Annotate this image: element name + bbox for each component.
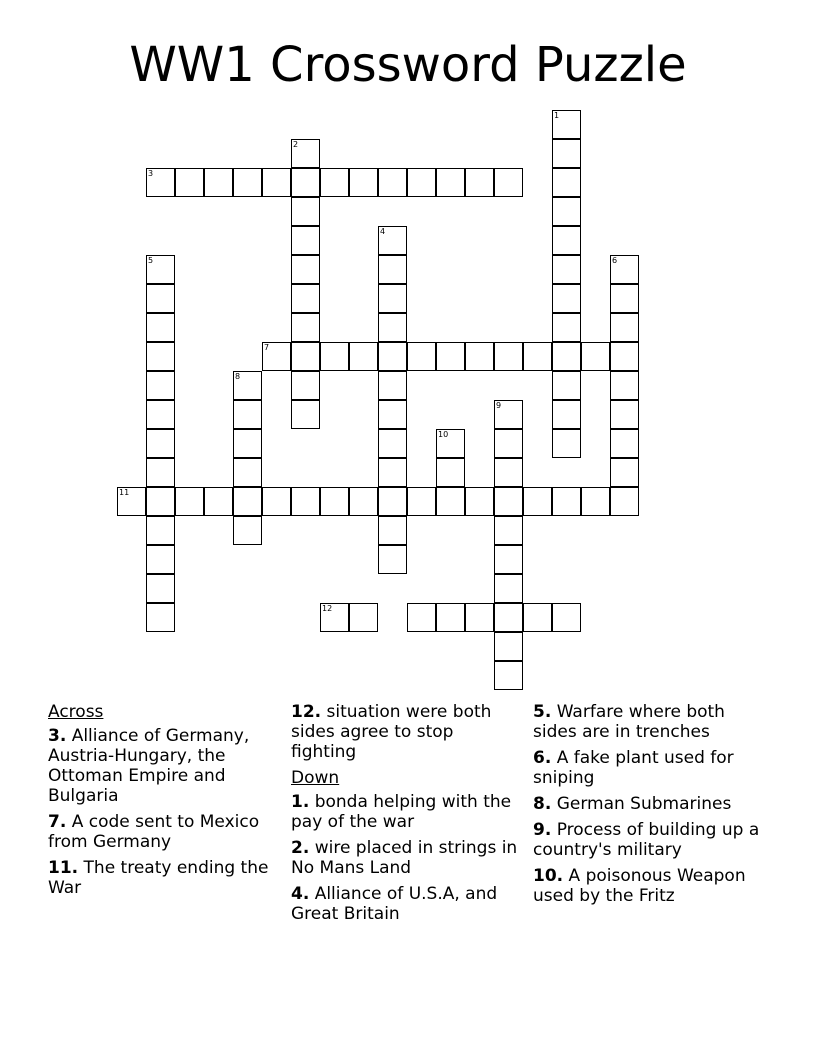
grid-cell[interactable] <box>494 545 523 574</box>
grid-cell[interactable] <box>407 168 436 197</box>
grid-cell[interactable] <box>233 487 262 516</box>
clue-number: 11. <box>48 858 79 878</box>
grid-cell[interactable] <box>291 400 320 429</box>
grid-cell[interactable] <box>436 603 465 632</box>
grid-cell[interactable] <box>552 313 581 342</box>
grid-cell[interactable] <box>291 226 320 255</box>
grid-cell[interactable] <box>233 458 262 487</box>
grid-cell[interactable] <box>610 342 639 371</box>
clue-number: 9. <box>533 820 552 840</box>
clue-text: A poisonous Weapon used by the Fritz <box>533 866 746 906</box>
down-clue <box>533 820 763 860</box>
grid-cell[interactable] <box>378 545 407 574</box>
grid-cell[interactable] <box>378 458 407 487</box>
grid-cell[interactable] <box>378 342 407 371</box>
grid-cell[interactable] <box>146 313 175 342</box>
grid-cell[interactable] <box>552 110 581 139</box>
grid-cell[interactable] <box>378 168 407 197</box>
across-clue <box>291 702 519 762</box>
grid-cell[interactable] <box>465 168 494 197</box>
clues-column-3 <box>533 702 763 912</box>
down-clue <box>291 884 519 924</box>
cell-number: 10 <box>438 430 449 439</box>
grid-cell[interactable] <box>610 429 639 458</box>
grid-cell[interactable] <box>378 371 407 400</box>
grid-cell[interactable] <box>523 487 552 516</box>
clue-number: 7. <box>48 812 67 832</box>
grid-cell[interactable] <box>436 168 465 197</box>
down-clue <box>533 866 763 906</box>
grid-cell[interactable] <box>349 603 378 632</box>
clue-text: German Submarines <box>556 794 732 814</box>
grid-cell[interactable] <box>320 603 349 632</box>
clue-text: wire placed in strings in No Mans Land <box>291 838 518 878</box>
grid-cell[interactable] <box>349 487 378 516</box>
grid-cell[interactable] <box>552 284 581 313</box>
grid-cell[interactable] <box>291 284 320 313</box>
clue-number: 10. <box>533 866 564 886</box>
grid-cell[interactable] <box>465 603 494 632</box>
grid-cell[interactable] <box>465 487 494 516</box>
grid-cell[interactable] <box>378 226 407 255</box>
grid-cell[interactable] <box>610 313 639 342</box>
page-title: WW1 Crossword Puzzle <box>129 37 687 93</box>
grid-cell[interactable] <box>233 400 262 429</box>
grid-cell[interactable] <box>378 255 407 284</box>
grid-cell[interactable] <box>349 168 378 197</box>
clue-text: Process of building up a country's military <box>533 820 760 860</box>
grid-cell[interactable] <box>552 371 581 400</box>
grid-cell[interactable] <box>146 574 175 603</box>
grid-cell[interactable] <box>552 603 581 632</box>
grid-cell[interactable] <box>494 342 523 371</box>
grid-cell[interactable] <box>494 632 523 661</box>
grid-cell[interactable] <box>581 342 610 371</box>
clue-number: 1. <box>291 792 310 812</box>
down-clue <box>533 748 763 788</box>
grid-cell[interactable] <box>436 487 465 516</box>
grid-cell[interactable] <box>146 371 175 400</box>
grid-cell[interactable] <box>494 458 523 487</box>
clue-number: 12. <box>291 702 322 722</box>
grid-cell[interactable] <box>320 168 349 197</box>
grid-cell[interactable] <box>233 371 262 400</box>
clue-number: 2. <box>291 838 310 858</box>
clue-text: Alliance of U.S.A, and Great Britain <box>291 884 498 924</box>
across-clue <box>48 858 270 898</box>
clue-text: situation were both sides agree to stop fighting <box>291 702 492 762</box>
grid-cell[interactable] <box>146 545 175 574</box>
grid-cell[interactable] <box>552 429 581 458</box>
clue-text: A code sent to Mexico from Germany <box>48 812 260 852</box>
grid-cell[interactable] <box>407 603 436 632</box>
cell-number: 5 <box>148 256 154 265</box>
grid-cell[interactable] <box>552 168 581 197</box>
grid-cell[interactable] <box>581 487 610 516</box>
grid-cell[interactable] <box>552 400 581 429</box>
cell-number: 7 <box>264 343 270 352</box>
clue-text: Warfare where both sides are in trenches <box>533 702 725 742</box>
grid-cell[interactable] <box>552 342 581 371</box>
grid-cell[interactable] <box>291 139 320 168</box>
grid-cell[interactable] <box>494 400 523 429</box>
grid-cell[interactable] <box>204 168 233 197</box>
grid-cell[interactable] <box>552 487 581 516</box>
cell-number: 3 <box>148 169 154 178</box>
clue-text: Alliance of Germany, Austria-Hungary, the Ottoman Empire and Bulgaria <box>48 726 250 806</box>
grid-cell[interactable] <box>552 255 581 284</box>
grid-cell[interactable] <box>146 255 175 284</box>
grid-cell[interactable] <box>262 487 291 516</box>
clues-column-1 <box>48 702 270 904</box>
grid-cell[interactable] <box>378 284 407 313</box>
grid-cell[interactable] <box>494 603 523 632</box>
down-clue <box>533 794 763 814</box>
grid-cell[interactable] <box>146 516 175 545</box>
grid-cell[interactable] <box>349 342 378 371</box>
grid-cell[interactable] <box>233 168 262 197</box>
grid-cell[interactable] <box>291 313 320 342</box>
grid-cell[interactable] <box>291 371 320 400</box>
grid-cell[interactable] <box>378 429 407 458</box>
clue-text: A fake plant used for sniping <box>533 748 734 788</box>
clue-text: bonda helping with the pay of the war <box>291 792 512 832</box>
across-clue <box>48 726 270 806</box>
grid-cell[interactable] <box>320 342 349 371</box>
grid-cell[interactable] <box>146 487 175 516</box>
grid-cell[interactable] <box>494 168 523 197</box>
grid-cell[interactable] <box>494 487 523 516</box>
grid-cell[interactable] <box>610 255 639 284</box>
grid-cell[interactable] <box>146 400 175 429</box>
grid-cell[interactable] <box>146 168 175 197</box>
across-heading: Across <box>48 702 104 722</box>
grid-cell[interactable] <box>552 226 581 255</box>
grid-cell[interactable] <box>146 342 175 371</box>
clue-text: The treaty ending the War <box>48 858 269 898</box>
grid-cell[interactable] <box>523 342 552 371</box>
down-clue <box>533 702 763 742</box>
grid-cell[interactable] <box>610 458 639 487</box>
cell-number: 2 <box>293 140 299 149</box>
clue-number: 8. <box>533 794 552 814</box>
cell-number: 6 <box>612 256 618 265</box>
grid-cell[interactable] <box>262 168 291 197</box>
grid-cell[interactable] <box>436 429 465 458</box>
grid-cell[interactable] <box>407 342 436 371</box>
grid-cell[interactable] <box>175 168 204 197</box>
grid-cell[interactable] <box>436 342 465 371</box>
cell-number: 1 <box>554 111 560 120</box>
grid-cell[interactable] <box>610 400 639 429</box>
grid-cell[interactable] <box>291 168 320 197</box>
grid-cell[interactable] <box>407 487 436 516</box>
grid-cell[interactable] <box>175 487 204 516</box>
grid-cell[interactable] <box>436 458 465 487</box>
grid-cell[interactable] <box>233 429 262 458</box>
clue-number: 6. <box>533 748 552 768</box>
grid-cell[interactable] <box>494 516 523 545</box>
grid-cell[interactable] <box>320 487 349 516</box>
grid-cell[interactable] <box>610 371 639 400</box>
grid-cell[interactable] <box>523 603 552 632</box>
down-clue <box>291 838 519 878</box>
cell-number: 4 <box>380 227 386 236</box>
clue-number: 3. <box>48 726 67 746</box>
clues-column-2 <box>291 702 519 930</box>
grid-cell[interactable] <box>146 603 175 632</box>
grid-cell[interactable] <box>378 516 407 545</box>
grid-cell[interactable] <box>378 400 407 429</box>
grid-cell[interactable] <box>378 313 407 342</box>
grid-cell[interactable] <box>378 487 407 516</box>
grid-cell[interactable] <box>291 255 320 284</box>
down-clue <box>291 792 519 832</box>
grid-cell[interactable] <box>465 342 494 371</box>
grid-cell[interactable] <box>146 458 175 487</box>
down-heading: Down <box>291 768 340 788</box>
clue-number: 5. <box>533 702 552 722</box>
grid-cell[interactable] <box>262 342 291 371</box>
clue-number: 4. <box>291 884 310 904</box>
grid-cell[interactable] <box>204 487 233 516</box>
grid-cell[interactable] <box>494 429 523 458</box>
grid-cell[interactable] <box>291 342 320 371</box>
grid-cell[interactable] <box>146 284 175 313</box>
grid-cell[interactable] <box>552 139 581 168</box>
grid-cell[interactable] <box>291 487 320 516</box>
grid-cell[interactable] <box>291 197 320 226</box>
cell-number: 9 <box>496 401 502 410</box>
grid-cell[interactable] <box>146 429 175 458</box>
grid-cell[interactable] <box>610 487 639 516</box>
cell-number: 12 <box>322 604 333 613</box>
grid-cell[interactable] <box>494 574 523 603</box>
across-clue <box>48 812 270 852</box>
grid-cell[interactable] <box>552 197 581 226</box>
grid-cell[interactable] <box>610 284 639 313</box>
cell-number: 8 <box>235 372 241 381</box>
grid-cell[interactable] <box>117 487 146 516</box>
cell-number: 11 <box>119 488 130 497</box>
grid-cell[interactable] <box>233 516 262 545</box>
grid-cell[interactable] <box>494 661 523 690</box>
